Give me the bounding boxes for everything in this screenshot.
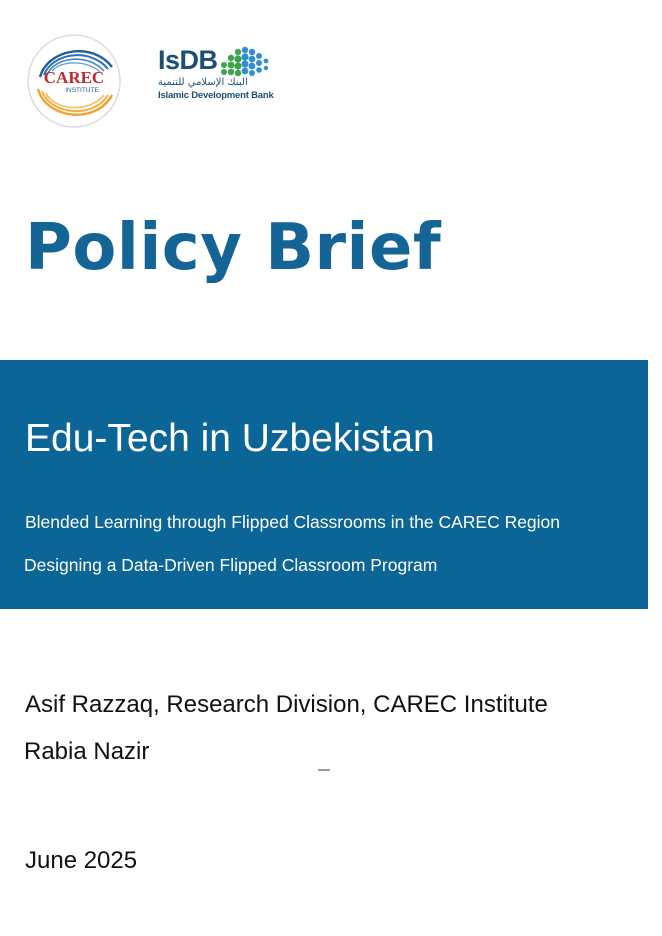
banner-subtitle-1: Blended Learning through Flipped Classrooms in the CAREC Region [25,512,561,532]
carec-logo-text: CAREC [43,68,105,87]
carec-logo-icon [26,33,122,129]
isdb-globe-icon [216,45,272,79]
author-2: Rabia Nazir [24,738,150,765]
tiny-mark [318,769,330,771]
isdb-logo-arabic-text: البنك الإسلامي للتنمية [158,77,248,88]
logo-bar [26,33,286,129]
carec-institute-logo [26,33,122,129]
publication-date: June 2025 [25,847,138,874]
isdb-logo-english-text: Islamic Development Bank [158,90,274,101]
document-title: Policy Brief [25,211,442,285]
carec-logo-subtext: INSTITUTE [65,87,99,94]
banner-subtitle-2: Designing a Data-Driven Flipped Classroom Program [24,555,438,575]
author-1: Asif Razzaq, Research Division, CAREC Institute [25,691,548,718]
banner-title: Edu-Tech in Uzbekistan [25,417,435,460]
isdb-logo-text: IsDB [158,45,218,75]
isdb-logo [158,45,278,109]
